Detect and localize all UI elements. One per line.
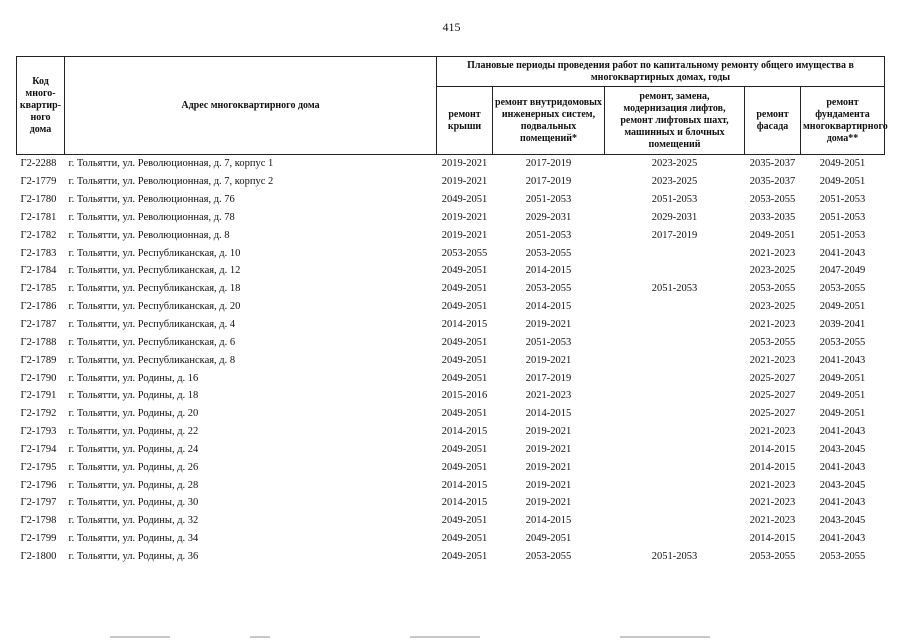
cell-roof: 2049-2051 (441, 461, 488, 473)
cell-code: Г2-1786 (20, 301, 57, 313)
header-systems: ремонт внутридомовых инженерных систем, подвальных помещений* (493, 87, 605, 155)
cell-code: Г2-1792 (20, 408, 57, 420)
table-row (17, 244, 885, 262)
cell-systems: 2019-2021 (525, 426, 572, 438)
cell-roof: 2049-2051 (441, 408, 488, 420)
cell-elevators (605, 441, 745, 459)
table-row (17, 351, 885, 369)
cell-address: г. Тольятти, ул. Родины, д. 24 (68, 443, 199, 455)
table-row (17, 494, 885, 512)
scan-mark (620, 636, 710, 638)
cell-code: Г2-1779 (20, 176, 57, 188)
cell-foundation: 2051-2053 (819, 229, 866, 241)
header-foundation: ремонт фундамента многоквартирного дома** (801, 87, 885, 155)
cell-systems: 2021-2023 (525, 390, 572, 402)
cell-foundation: 2051-2053 (819, 194, 866, 206)
cell-foundation: 2039-2041 (819, 319, 866, 331)
cell-elevators: 2051-2053 (651, 550, 698, 562)
cell-address: г. Тольятти, ул. Республиканская, д. 4 (68, 319, 236, 331)
cell-address: г. Тольятти, ул. Родины, д. 22 (68, 426, 199, 438)
cell-facade: 2021-2023 (749, 515, 796, 527)
cell-foundation: 2043-2045 (819, 479, 866, 491)
cell-elevators (605, 369, 745, 387)
cell-elevators (605, 512, 745, 530)
cell-foundation: 2047-2049 (819, 265, 866, 277)
cell-address: г. Тольятти, ул. Революционная, д. 7, корпус 2 (68, 176, 274, 188)
table-body (17, 155, 885, 566)
header-elevators: ремонт, замена, модернизация лифтов, ремонт лифтовых шахт, машинных и блочных помещений (605, 87, 745, 155)
cell-code: Г2-1793 (20, 426, 57, 438)
table-row (17, 458, 885, 476)
cell-roof: 2053-2055 (441, 247, 488, 259)
cell-address: г. Тольятти, ул. Родины, д. 28 (68, 479, 199, 491)
table-row (17, 387, 885, 405)
cell-elevators: 2017-2019 (651, 229, 698, 241)
cell-roof: 2014-2015 (441, 497, 488, 509)
cell-facade: 2014-2015 (749, 443, 796, 455)
cell-systems: 2017-2019 (525, 176, 572, 188)
cell-foundation: 2041-2043 (819, 533, 866, 545)
cell-systems: 2053-2055 (525, 283, 572, 295)
cell-code: Г2-1796 (20, 479, 57, 491)
cell-address: г. Тольятти, ул. Родины, д. 32 (68, 515, 199, 527)
cell-code: Г2-1800 (20, 550, 57, 562)
cell-facade: 2014-2015 (749, 533, 796, 545)
cell-systems: 2019-2021 (525, 461, 572, 473)
cell-facade: 2053-2055 (749, 336, 796, 348)
table-row (17, 173, 885, 191)
cell-address: г. Тольятти, ул. Родины, д. 18 (68, 390, 199, 402)
table-row (17, 155, 885, 173)
cell-foundation: 2043-2045 (819, 443, 866, 455)
cell-code: Г2-1797 (20, 497, 57, 509)
scan-mark (410, 636, 480, 638)
header-code: Код много-квартир-ного дома (17, 57, 65, 155)
cell-foundation: 2049-2051 (819, 408, 866, 420)
cell-roof: 2049-2051 (441, 301, 488, 313)
table-row (17, 369, 885, 387)
cell-facade: 2021-2023 (749, 497, 796, 509)
cell-facade: 2025-2027 (749, 408, 796, 420)
cell-elevators: 2023-2025 (605, 155, 745, 173)
cell-code: Г2-1791 (20, 390, 57, 402)
table-row (17, 423, 885, 441)
cell-elevators (605, 458, 745, 476)
cell-elevators (605, 530, 745, 548)
cell-foundation: 2049-2051 (801, 155, 885, 173)
cell-address: г. Тольятти, ул. Родины, д. 26 (68, 461, 199, 473)
cell-systems: 2053-2055 (525, 247, 572, 259)
cell-code: Г2-1780 (20, 194, 57, 206)
cell-elevators (605, 333, 745, 351)
cell-elevators (605, 476, 745, 494)
cell-facade: 2023-2025 (749, 265, 796, 277)
table-row (17, 262, 885, 280)
cell-roof: 2049-2051 (441, 372, 488, 384)
table-row (17, 405, 885, 423)
cell-address: г. Тольятти, ул. Революционная, д. 8 (68, 229, 230, 241)
cell-roof: 2019-2021 (441, 176, 488, 188)
cell-address: г. Тольятти, ул. Республиканская, д. 8 (68, 354, 236, 366)
cell-elevators (605, 316, 745, 334)
cell-code: Г2-1782 (20, 229, 57, 241)
cell-facade: 2035-2037 (749, 176, 796, 188)
cell-systems: 2019-2021 (525, 354, 572, 366)
cell-systems: 2019-2021 (525, 479, 572, 491)
cell-code: Г2-1790 (20, 372, 57, 384)
cell-code: Г2-1799 (20, 533, 57, 545)
table-row (17, 226, 885, 244)
cell-systems: 2017-2019 (493, 155, 605, 173)
cell-roof: 2019-2021 (441, 211, 488, 223)
cell-foundation: 2049-2051 (819, 390, 866, 402)
cell-foundation: 2049-2051 (819, 372, 866, 384)
cell-facade: 2021-2023 (749, 319, 796, 331)
cell-address: г. Тольятти, ул. Родины, д. 34 (68, 533, 199, 545)
cell-address: г. Тольятти, ул. Республиканская, д. 12 (68, 265, 241, 277)
cell-systems: 2019-2021 (525, 443, 572, 455)
cell-elevators (605, 244, 745, 262)
cell-roof: 2049-2051 (441, 533, 488, 545)
cell-code: Г2-1787 (20, 319, 57, 331)
cell-foundation: 2043-2045 (819, 515, 866, 527)
cell-foundation: 2041-2043 (819, 426, 866, 438)
cell-roof: 2014-2015 (441, 479, 488, 491)
cell-code: Г2-1788 (20, 336, 57, 348)
cell-address: г. Тольятти, ул. Родины, д. 30 (68, 497, 199, 509)
cell-code: Г2-1794 (20, 443, 57, 455)
table-row (17, 512, 885, 530)
cell-address: г. Тольятти, ул. Революционная, д. 78 (68, 211, 235, 223)
header-address: Адрес многоквартирного дома (65, 57, 437, 155)
cell-roof: 2049-2051 (441, 515, 488, 527)
table-row (17, 476, 885, 494)
cell-roof: 2049-2051 (441, 336, 488, 348)
cell-systems: 2014-2015 (525, 265, 572, 277)
cell-foundation: 2053-2055 (819, 283, 866, 295)
cell-foundation: 2041-2043 (819, 497, 866, 509)
cell-elevators: 2029-2031 (651, 211, 698, 223)
cell-roof: 2049-2051 (441, 265, 488, 277)
cell-elevators (605, 351, 745, 369)
cell-elevators (605, 494, 745, 512)
header-roof: ремонт крыши (437, 87, 493, 155)
cell-facade: 2021-2023 (749, 247, 796, 259)
cell-facade: 2049-2051 (749, 229, 796, 241)
cell-systems: 2049-2051 (525, 533, 572, 545)
cell-systems: 2014-2015 (525, 301, 572, 313)
cell-roof: 2049-2051 (441, 443, 488, 455)
table-row (17, 280, 885, 298)
cell-foundation: 2053-2055 (819, 550, 866, 562)
cell-code: Г2-2288 (17, 155, 65, 173)
table-row (17, 548, 885, 566)
cell-facade: 2035-2037 (745, 155, 801, 173)
cell-facade: 2021-2023 (749, 426, 796, 438)
cell-elevators (605, 405, 745, 423)
cell-address: г. Тольятти, ул. Республиканская, д. 6 (68, 336, 236, 348)
cell-elevators (605, 262, 745, 280)
cell-address: г. Тольятти, ул. Республиканская, д. 10 (68, 247, 241, 259)
cell-address: г. Тольятти, ул. Родины, д. 16 (68, 372, 199, 384)
cell-foundation: 2041-2043 (819, 247, 866, 259)
cell-roof: 2019-2021 (437, 155, 493, 173)
cell-address: г. Тольятти, ул. Революционная, д. 76 (68, 194, 235, 206)
cell-elevators (605, 423, 745, 441)
cell-facade: 2053-2055 (749, 550, 796, 562)
table-row (17, 530, 885, 548)
cell-roof: 2049-2051 (441, 354, 488, 366)
cell-facade: 2033-2035 (749, 211, 796, 223)
cell-roof: 2049-2051 (441, 550, 488, 562)
header-facade: ремонт фасада (745, 87, 801, 155)
cell-roof: 2049-2051 (441, 283, 488, 295)
cell-address: г. Тольятти, ул. Республиканская, д. 20 (68, 301, 241, 313)
cell-facade: 2014-2015 (749, 461, 796, 473)
header-periods-group: Плановые периоды проведения работ по капитальному ремонту общего имущества в многоквартирных домах, годы (437, 57, 885, 87)
cell-systems: 2014-2015 (525, 408, 572, 420)
cell-facade: 2023-2025 (749, 301, 796, 313)
table-row (17, 333, 885, 351)
cell-address: г. Тольятти, ул. Революционная, д. 7, корпус 1 (65, 155, 437, 173)
cell-facade: 2053-2055 (749, 194, 796, 206)
scan-mark (250, 636, 270, 638)
scan-mark (110, 636, 170, 638)
cell-roof: 2014-2015 (441, 319, 488, 331)
cell-facade: 2021-2023 (749, 479, 796, 491)
cell-elevators: 2023-2025 (651, 176, 698, 188)
table-row (17, 209, 885, 227)
cell-systems: 2029-2031 (525, 211, 572, 223)
cell-code: Г2-1784 (20, 265, 57, 277)
cell-systems: 2051-2053 (525, 229, 572, 241)
cell-code: Г2-1789 (20, 354, 57, 366)
cell-foundation: 2041-2043 (819, 354, 866, 366)
cell-code: Г2-1783 (20, 247, 57, 259)
cell-roof: 2014-2015 (441, 426, 488, 438)
cell-elevators (605, 387, 745, 405)
cell-systems: 2017-2019 (525, 372, 572, 384)
cell-address: г. Тольятти, ул. Родины, д. 20 (68, 408, 199, 420)
cell-code: Г2-1795 (20, 461, 57, 473)
cell-systems: 2053-2055 (525, 550, 572, 562)
cell-address: г. Тольятти, ул. Родины, д. 36 (68, 550, 199, 562)
table-row (17, 441, 885, 459)
cell-roof: 2015-2016 (441, 390, 488, 402)
cell-code: Г2-1781 (20, 211, 57, 223)
cell-systems: 2019-2021 (525, 319, 572, 331)
cell-systems: 2019-2021 (525, 497, 572, 509)
cell-address: г. Тольятти, ул. Республиканская, д. 18 (68, 283, 241, 295)
cell-elevators: 2051-2053 (651, 194, 698, 206)
cell-facade: 2025-2027 (749, 372, 796, 384)
table-row (17, 298, 885, 316)
cell-roof: 2019-2021 (441, 229, 488, 241)
cell-elevators: 2051-2053 (651, 283, 698, 295)
cell-foundation: 2041-2043 (819, 461, 866, 473)
repair-schedule-table (16, 56, 888, 565)
cell-foundation: 2051-2053 (819, 211, 866, 223)
cell-code: Г2-1798 (20, 515, 57, 527)
table-row (17, 191, 885, 209)
cell-code: Г2-1785 (20, 283, 57, 295)
cell-facade: 2053-2055 (749, 283, 796, 295)
cell-facade: 2025-2027 (749, 390, 796, 402)
table-header (17, 57, 888, 155)
cell-foundation: 2049-2051 (819, 301, 866, 313)
cell-foundation: 2049-2051 (819, 176, 866, 188)
cell-elevators (605, 298, 745, 316)
cell-foundation: 2053-2055 (819, 336, 866, 348)
page-number: 415 (442, 20, 461, 34)
cell-systems: 2014-2015 (525, 515, 572, 527)
table-row (17, 316, 885, 334)
cell-roof: 2049-2051 (441, 194, 488, 206)
cell-systems: 2051-2053 (525, 336, 572, 348)
cell-systems: 2051-2053 (525, 194, 572, 206)
cell-facade: 2021-2023 (749, 354, 796, 366)
